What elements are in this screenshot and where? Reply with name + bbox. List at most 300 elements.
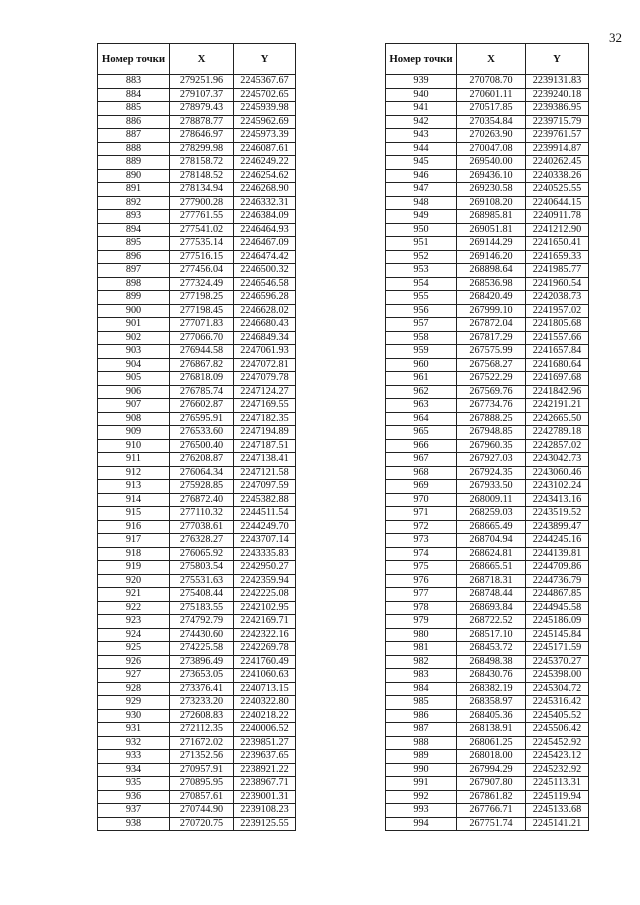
y-coordinate-cell: 2241060.63 [234,669,296,683]
x-coordinate-cell: 268718.31 [457,574,526,588]
y-coordinate-cell: 2240911.78 [526,210,589,224]
y-coordinate-cell: 2241657.84 [526,345,589,359]
x-coordinate-cell: 267817.29 [457,331,526,345]
x-coordinate-cell: 277110.32 [170,507,234,521]
y-coordinate-cell: 2246384.09 [234,210,296,224]
table-row [386,210,589,224]
point-number-cell: 969 [386,480,457,494]
point-number-cell: 948 [386,196,457,210]
point-number-cell: 972 [386,520,457,534]
y-coordinate-cell: 2243707.14 [234,534,296,548]
x-coordinate-cell: 267522.29 [457,372,526,386]
x-coordinate-cell: 276065.92 [170,547,234,561]
y-coordinate-cell: 2242269.78 [234,642,296,656]
y-coordinate-cell: 2241805.68 [526,318,589,332]
y-coordinate-cell: 2241957.02 [526,304,589,318]
table-row [98,790,296,804]
x-coordinate-cell: 276872.40 [170,493,234,507]
y-coordinate-cell: 2245113.31 [526,777,589,791]
point-number-cell: 893 [98,210,170,224]
y-coordinate-cell: 2244867.85 [526,588,589,602]
y-coordinate-cell: 2247124.27 [234,385,296,399]
table-row [98,399,296,413]
y-coordinate-cell: 2239131.83 [526,75,589,89]
table-row [386,385,589,399]
point-number-cell: 900 [98,304,170,318]
point-number-cell: 933 [98,750,170,764]
point-number-cell: 910 [98,439,170,453]
table-row [386,750,589,764]
y-coordinate-cell: 2246500.32 [234,264,296,278]
y-coordinate-cell: 2242191.21 [526,399,589,413]
x-coordinate-cell: 275531.63 [170,574,234,588]
point-number-cell: 935 [98,777,170,791]
point-number-cell: 988 [386,736,457,750]
point-number-cell: 909 [98,426,170,440]
point-number-cell: 942 [386,115,457,129]
table-body [98,75,296,831]
table-row [386,669,589,683]
point-number-cell: 897 [98,264,170,278]
y-coordinate-cell: 2240338.26 [526,169,589,183]
point-number-cell: 960 [386,358,457,372]
table-row [386,264,589,278]
table-row [98,156,296,170]
x-coordinate-cell: 267960.35 [457,439,526,453]
table-row [98,804,296,818]
point-number-cell: 924 [98,628,170,642]
point-number-cell: 904 [98,358,170,372]
table-row [386,520,589,534]
y-coordinate-cell: 2241960.54 [526,277,589,291]
y-coordinate-cell: 2245133.68 [526,804,589,818]
table-row [386,466,589,480]
y-coordinate-cell: 2247061.93 [234,345,296,359]
point-number-cell: 986 [386,709,457,723]
x-coordinate-cell: 276500.40 [170,439,234,453]
y-coordinate-cell: 2239125.55 [234,817,296,831]
point-number-cell: 908 [98,412,170,426]
y-coordinate-cell: 2241760.49 [234,655,296,669]
x-coordinate-cell: 274225.58 [170,642,234,656]
table-row [98,223,296,237]
x-coordinate-cell: 278646.97 [170,129,234,143]
y-coordinate-cell: 2245171.59 [526,642,589,656]
table-row [98,466,296,480]
table-row [386,615,589,629]
table-row [386,601,589,615]
table-row [386,547,589,561]
table-row [386,763,589,777]
y-coordinate-cell: 2243519.52 [526,507,589,521]
y-coordinate-cell: 2246849.34 [234,331,296,345]
y-coordinate-cell: 2239914.87 [526,142,589,156]
y-coordinate-cell: 2239761.57 [526,129,589,143]
table-row [98,615,296,629]
table-row [98,709,296,723]
point-number-cell: 973 [386,534,457,548]
table-row [386,439,589,453]
point-number-cell: 945 [386,156,457,170]
x-coordinate-cell: 268358.97 [457,696,526,710]
y-coordinate-cell: 2243060.46 [526,466,589,480]
point-number-cell: 991 [386,777,457,791]
table-row [386,156,589,170]
x-coordinate-cell: 268259.03 [457,507,526,521]
table-row [98,628,296,642]
x-coordinate-cell: 268704.94 [457,534,526,548]
point-number-cell: 931 [98,723,170,737]
table-row [386,777,589,791]
x-coordinate-cell: 268430.76 [457,669,526,683]
x-coordinate-cell: 276944.58 [170,345,234,359]
x-coordinate-cell: 278158.72 [170,156,234,170]
table-row [386,183,589,197]
table-row [98,547,296,561]
table-row [386,345,589,359]
table-row [386,358,589,372]
point-number-cell: 971 [386,507,457,521]
y-coordinate-cell: 2245367.67 [234,75,296,89]
point-number-cell: 888 [98,142,170,156]
x-coordinate-cell: 269051.81 [457,223,526,237]
point-number-cell: 964 [386,412,457,426]
y-coordinate-cell: 2245370.27 [526,655,589,669]
x-coordinate-cell: 276064.34 [170,466,234,480]
point-number-cell: 911 [98,453,170,467]
table-row [98,426,296,440]
x-coordinate-cell: 276785.74 [170,385,234,399]
point-number-cell: 977 [386,588,457,602]
point-number-cell: 958 [386,331,457,345]
x-coordinate-cell: 277038.61 [170,520,234,534]
y-coordinate-cell: 2242665.50 [526,412,589,426]
coordinates-table-left [97,43,296,831]
x-coordinate-cell: 277198.45 [170,304,234,318]
point-number-cell: 994 [386,817,457,831]
point-number-cell: 992 [386,790,457,804]
point-number-cell: 963 [386,399,457,413]
y-coordinate-cell: 2246474.42 [234,250,296,264]
point-number-cell: 884 [98,88,170,102]
table-row [386,588,589,602]
point-number-cell: 928 [98,682,170,696]
point-number-cell: 898 [98,277,170,291]
table-row [386,223,589,237]
point-number-cell: 947 [386,183,457,197]
point-number-cell: 980 [386,628,457,642]
point-number-cell: 974 [386,547,457,561]
y-coordinate-cell: 2247138.41 [234,453,296,467]
x-coordinate-cell: 268517.10 [457,628,526,642]
y-coordinate-cell: 2244249.70 [234,520,296,534]
x-coordinate-cell: 268748.44 [457,588,526,602]
point-number-cell: 929 [98,696,170,710]
point-number-cell: 939 [386,75,457,89]
x-header: X [457,44,526,75]
point-number-cell: 976 [386,574,457,588]
y-coordinate-cell: 2241680.64 [526,358,589,372]
x-coordinate-cell: 267734.76 [457,399,526,413]
x-coordinate-cell: 267751.74 [457,817,526,831]
y-coordinate-cell: 2242857.02 [526,439,589,453]
table-row [386,534,589,548]
x-coordinate-cell: 267907.80 [457,777,526,791]
table-row [98,723,296,737]
y-coordinate-cell: 2246467.09 [234,237,296,251]
x-coordinate-cell: 277324.49 [170,277,234,291]
point-number-cell: 883 [98,75,170,89]
y-coordinate-cell: 2244945.58 [526,601,589,615]
x-coordinate-cell: 278148.52 [170,169,234,183]
x-coordinate-cell: 268009.11 [457,493,526,507]
point-number-cell: 954 [386,277,457,291]
point-number-cell: 944 [386,142,457,156]
x-coordinate-cell: 270895.95 [170,777,234,791]
table-row [98,574,296,588]
point-number-cell: 959 [386,345,457,359]
y-coordinate-cell: 2245145.84 [526,628,589,642]
x-coordinate-cell: 270354.84 [457,115,526,129]
x-coordinate-cell: 267872.04 [457,318,526,332]
y-coordinate-cell: 2243899.47 [526,520,589,534]
x-coordinate-cell: 268985.81 [457,210,526,224]
point-number-cell: 979 [386,615,457,629]
x-coordinate-cell: 270263.90 [457,129,526,143]
point-number-cell: 984 [386,682,457,696]
y-coordinate-cell: 2245405.52 [526,709,589,723]
y-coordinate-cell: 2240322.80 [234,696,296,710]
x-coordinate-cell: 269144.29 [457,237,526,251]
table-row [98,291,296,305]
point-number-cell: 981 [386,642,457,656]
y-coordinate-cell: 2243335.83 [234,547,296,561]
point-number-cell: 913 [98,480,170,494]
table-row [386,250,589,264]
point-number-cell: 895 [98,237,170,251]
table-row [386,628,589,642]
x-coordinate-cell: 268420.49 [457,291,526,305]
x-coordinate-cell: 277541.02 [170,223,234,237]
point-number-cell: 922 [98,601,170,615]
x-coordinate-cell: 279107.37 [170,88,234,102]
table-row [98,480,296,494]
point-number-cell: 887 [98,129,170,143]
x-coordinate-cell: 267888.25 [457,412,526,426]
table-row [98,237,296,251]
table-row [98,669,296,683]
x-coordinate-cell: 268018.00 [457,750,526,764]
point-number-cell: 896 [98,250,170,264]
point-number-cell: 901 [98,318,170,332]
x-coordinate-cell: 268498.38 [457,655,526,669]
x-coordinate-cell: 270517.85 [457,102,526,116]
y-coordinate-cell: 2245962.69 [234,115,296,129]
x-coordinate-cell: 269436.10 [457,169,526,183]
y-coordinate-cell: 2245119.94 [526,790,589,804]
table-row [98,763,296,777]
x-header: X [170,44,234,75]
x-coordinate-cell: 269540.00 [457,156,526,170]
point-number-cell: 912 [98,466,170,480]
point-number-cell: 962 [386,385,457,399]
table-row [386,115,589,129]
table-row [386,331,589,345]
table-row [98,115,296,129]
x-coordinate-cell: 272112.35 [170,723,234,737]
x-coordinate-cell: 276328.27 [170,534,234,548]
table-row [98,372,296,386]
x-coordinate-cell: 271352.56 [170,750,234,764]
point-number-cell: 946 [386,169,457,183]
table-row [386,574,589,588]
table-row [98,75,296,89]
point-number-cell: 990 [386,763,457,777]
x-coordinate-cell: 268665.51 [457,561,526,575]
y-coordinate-cell: 2242950.27 [234,561,296,575]
point-number-cell: 970 [386,493,457,507]
y-coordinate-cell: 2241842.96 [526,385,589,399]
y-coordinate-cell: 2246628.02 [234,304,296,318]
y-coordinate-cell: 2244139.81 [526,547,589,561]
x-coordinate-cell: 277071.83 [170,318,234,332]
table-row [98,588,296,602]
y-coordinate-cell: 2239637.65 [234,750,296,764]
point-number-cell: 921 [98,588,170,602]
page-number: 32 [609,30,622,45]
table-row [98,358,296,372]
x-coordinate-cell: 275408.44 [170,588,234,602]
x-coordinate-cell: 270744.90 [170,804,234,818]
x-coordinate-cell: 267861.82 [457,790,526,804]
table-row [386,291,589,305]
y-coordinate-cell: 2247121.58 [234,466,296,480]
point-number-cell: 894 [98,223,170,237]
x-coordinate-cell: 267999.10 [457,304,526,318]
table-row [98,601,296,615]
point-number-cell: 961 [386,372,457,386]
x-coordinate-cell: 268722.52 [457,615,526,629]
y-coordinate-cell: 2245452.92 [526,736,589,750]
table-row [98,304,296,318]
y-coordinate-cell: 2245141.21 [526,817,589,831]
table-row [98,507,296,521]
table-row [98,682,296,696]
y-header: Y [234,44,296,75]
y-coordinate-cell: 2240218.22 [234,709,296,723]
x-coordinate-cell: 268453.72 [457,642,526,656]
table-row [386,723,589,737]
x-coordinate-cell: 270857.61 [170,790,234,804]
table-row [98,264,296,278]
point-number-cell: 953 [386,264,457,278]
x-coordinate-cell: 269108.20 [457,196,526,210]
x-coordinate-cell: 268624.81 [457,547,526,561]
point-number-cell: 936 [98,790,170,804]
y-coordinate-cell: 2243042.73 [526,453,589,467]
x-coordinate-cell: 276595.91 [170,412,234,426]
x-coordinate-cell: 268405.36 [457,709,526,723]
x-coordinate-cell: 267924.35 [457,466,526,480]
table-row [98,102,296,116]
table-row [386,102,589,116]
point-number-cell: 937 [98,804,170,818]
table-row [386,507,589,521]
x-coordinate-cell: 269146.20 [457,250,526,264]
point-number-cell: 965 [386,426,457,440]
y-coordinate-cell: 2241650.41 [526,237,589,251]
point-number-cell: 955 [386,291,457,305]
point-number-cell: 914 [98,493,170,507]
x-coordinate-cell: 276602.87 [170,399,234,413]
table-row [98,777,296,791]
table-row [98,345,296,359]
point-number-cell: 950 [386,223,457,237]
y-coordinate-cell: 2245398.00 [526,669,589,683]
table-row [386,169,589,183]
table-row [386,237,589,251]
x-coordinate-cell: 278878.77 [170,115,234,129]
table-row [98,696,296,710]
table-row [98,520,296,534]
y-coordinate-cell: 2247072.81 [234,358,296,372]
point-number-cell: 916 [98,520,170,534]
x-coordinate-cell: 277535.14 [170,237,234,251]
y-coordinate-cell: 2247097.59 [234,480,296,494]
table-row [98,210,296,224]
x-coordinate-cell: 275803.54 [170,561,234,575]
point-number-cell: 940 [386,88,457,102]
point-number-cell: 919 [98,561,170,575]
point-number-cell: 949 [386,210,457,224]
x-coordinate-cell: 277066.70 [170,331,234,345]
point-number-cell: 952 [386,250,457,264]
point-number-cell: 941 [386,102,457,116]
table-row [386,736,589,750]
x-coordinate-cell: 276208.87 [170,453,234,467]
point-number-cell: 905 [98,372,170,386]
point-number-cell: 951 [386,237,457,251]
x-coordinate-cell: 275183.55 [170,601,234,615]
table-row [386,655,589,669]
x-coordinate-cell: 270601.11 [457,88,526,102]
x-coordinate-cell: 277516.15 [170,250,234,264]
point-number-cell: 989 [386,750,457,764]
x-coordinate-cell: 268693.84 [457,601,526,615]
point-number-cell: 978 [386,601,457,615]
x-coordinate-cell: 268138.91 [457,723,526,737]
x-coordinate-cell: 275928.85 [170,480,234,494]
point-number-cell: 985 [386,696,457,710]
y-coordinate-cell: 2241557.66 [526,331,589,345]
point-number-cell: 927 [98,669,170,683]
y-coordinate-cell: 2239001.31 [234,790,296,804]
y-coordinate-cell: 2245232.92 [526,763,589,777]
table-row [386,399,589,413]
y-coordinate-cell: 2244709.86 [526,561,589,575]
x-coordinate-cell: 269230.58 [457,183,526,197]
x-coordinate-cell: 279251.96 [170,75,234,89]
point-number-cell: 934 [98,763,170,777]
point-number-cell: 915 [98,507,170,521]
table-row [98,412,296,426]
y-coordinate-cell: 2242322.16 [234,628,296,642]
table-row [386,142,589,156]
point-number-cell: 918 [98,547,170,561]
table-row [98,277,296,291]
y-coordinate-cell: 2242359.94 [234,574,296,588]
table-row [98,250,296,264]
